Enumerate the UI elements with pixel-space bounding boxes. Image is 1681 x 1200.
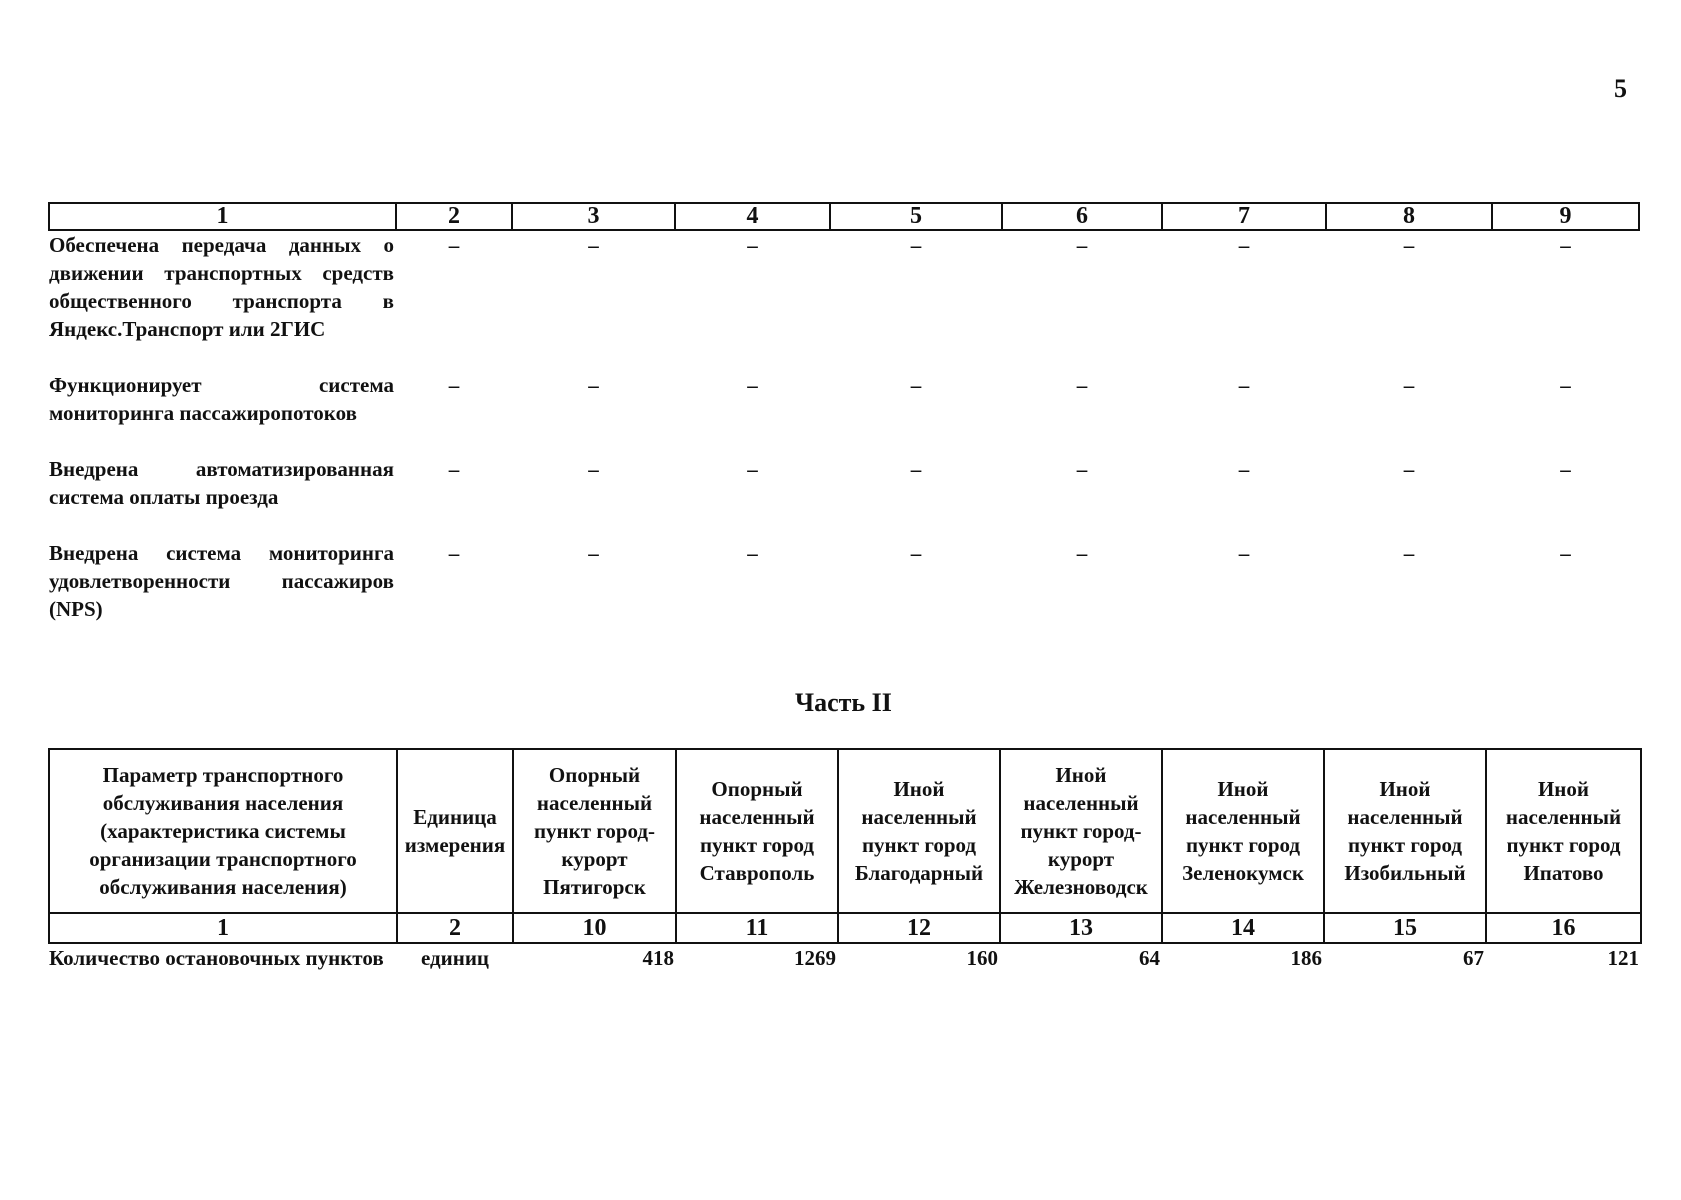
value-cell: – [1076,541,1088,565]
value-cell: – [747,233,758,257]
table2-column-number: 10 [513,913,676,943]
table2-column-number: 11 [676,913,838,943]
parameter-cell: Функционирует система мониторинга пассажиропотоков [49,373,394,425]
value-cell: – [910,541,922,565]
page-number: 5 [1614,74,1627,103]
value-cell: 160 [966,946,998,970]
parameter-cell: Обеспечена передача данных о движении транспортных средств общественного транспорта в Яндекс.Транспорт или 2ГИС [49,233,394,341]
value-cell: – [1560,541,1571,565]
value-cell: – [1560,457,1571,481]
table2-header-unit: Единица измерения [397,749,513,913]
value-cell: 418 [642,946,674,970]
table-row [49,455,1639,511]
table1-header-cell: 9 [1492,203,1639,230]
table1-header-cell: 7 [1162,203,1326,230]
value-cell: 67 [1463,946,1484,970]
value-cell: – [448,233,460,257]
unit-cell: единиц [420,946,490,970]
parameter-cell: Внедрена автоматизированная система оплаты проезда [49,457,394,509]
table1-header-cell: 1 [49,203,396,230]
value-cell: – [1238,457,1250,481]
table2-column-number: 13 [1000,913,1162,943]
table-row [49,230,1639,343]
value-cell: 121 [1607,946,1639,970]
value-cell: 186 [1290,946,1322,970]
table1-header-cell: 2 [396,203,512,230]
value-cell: – [448,457,460,481]
row-spacer [49,511,1639,539]
value-cell: – [747,457,758,481]
table2-column-number: 16 [1486,913,1641,943]
table2-header-locality: Иной населенный пункт город Ипатово [1486,749,1641,913]
row-spacer [49,343,1639,371]
parameter-cell: Внедрена система мониторинга удовлетворенности пассажиров (NPS) [49,541,394,621]
value-cell: – [588,373,599,397]
row-spacer [49,427,1639,455]
part-title: Часть II [795,688,892,717]
table1-header-cell: 5 [830,203,1002,230]
value-cell: – [1238,541,1250,565]
value-cell: – [910,373,922,397]
value-cell: – [1403,541,1415,565]
value-cell: – [1076,457,1088,481]
value-cell: – [1238,233,1250,257]
value-cell: 64 [1139,946,1160,970]
table1-header-cell: 6 [1002,203,1162,230]
value-cell: – [448,541,460,565]
value-cell: – [1560,233,1571,257]
table1-header-cell: 3 [512,203,675,230]
value-cell: – [910,233,922,257]
table1-header-cell: 8 [1326,203,1492,230]
table2-column-number: 12 [838,913,1000,943]
value-cell: – [1560,373,1571,397]
table2-header-locality: Иной населенный пункт город Благодарный [838,749,1000,913]
table2-column-number: 14 [1162,913,1324,943]
table2-header-parameter: Параметр транспортного обслуживания населения (характеристика системы организации транспортного обслуживания населения) [49,749,397,913]
table2-header-locality: Опорный населенный пункт город-курорт Пятигорск [513,749,676,913]
table2-number-row [49,913,1641,943]
table-part-2 [48,748,1642,972]
table2-column-number: 15 [1324,913,1486,943]
table2-header-locality: Иной населенный пункт город Изобильный [1324,749,1486,913]
table2-column-number: 1 [49,913,397,943]
value-cell: – [747,373,758,397]
table1-header-cell: 4 [675,203,830,230]
value-cell: – [1403,457,1415,481]
value-cell: – [1076,233,1088,257]
parameter-cell: Количество остановочных пунктов [49,946,384,970]
value-cell: – [910,457,922,481]
value-cell: – [588,541,599,565]
table1-header-row [49,203,1639,230]
value-cell: – [1403,233,1415,257]
value-cell: – [448,373,460,397]
table2-header-locality: Опорный населенный пункт город Ставрополь [676,749,838,913]
value-cell: 1269 [794,946,836,970]
table2-header-locality: Иной населенный пункт город-курорт Железноводск [1000,749,1162,913]
value-cell: – [1403,373,1415,397]
table-row [49,371,1639,427]
table-row [49,943,1641,972]
value-cell: – [747,541,758,565]
value-cell: – [588,233,599,257]
table-row [49,539,1639,623]
value-cell: – [588,457,599,481]
value-cell: – [1238,373,1250,397]
table2-column-number: 2 [397,913,513,943]
table2-header-locality: Иной населенный пункт город Зеленокумск [1162,749,1324,913]
table-part-1 [48,202,1640,623]
table2-header-row [49,749,1641,913]
value-cell: – [1076,373,1088,397]
